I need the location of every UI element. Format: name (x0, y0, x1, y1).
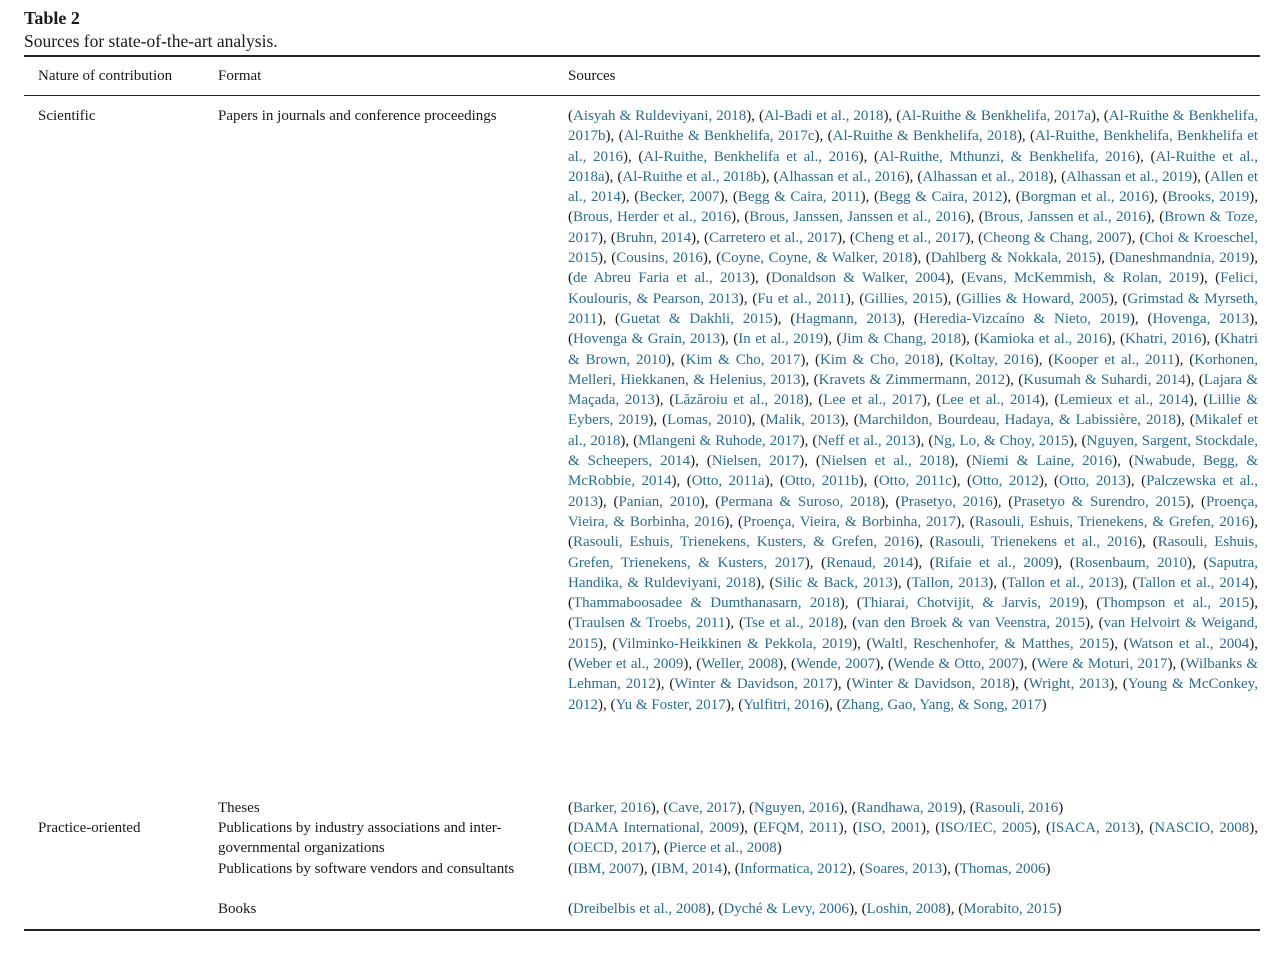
citation-link[interactable]: Jim & Chang, 2018 (841, 331, 962, 348)
citation-link[interactable]: Brooks, 2019 (1167, 189, 1250, 206)
citation-link[interactable]: Al-Ruithe & Benkhelifa, 2017b (568, 108, 1259, 145)
citation-link[interactable]: Brous, Herder et al., 2016 (573, 209, 732, 226)
row-format-theses: Theses (218, 800, 260, 816)
citation-link[interactable]: Dyché & Levy, 2006 (723, 901, 850, 917)
citation-link[interactable]: Carretero et al., 2017 (708, 229, 837, 246)
citation-link[interactable]: In et al., 2019 (738, 331, 824, 348)
citation-link[interactable]: Al-Ruithe, Benkhelifa et al., 2016 (643, 148, 859, 165)
citation-link[interactable]: Brown & Toze, 2017 (568, 209, 1258, 246)
citation-link[interactable]: Watson et al., 2004 (1128, 635, 1250, 652)
citation-link[interactable]: Weber et al., 2009 (573, 656, 684, 673)
citation-link[interactable]: Heredia-Vizcaíno & Nieto, 2019 (918, 310, 1130, 327)
citation-link[interactable]: Rasouli, Eshuis, Trienekens, & Grefen, 2016 (974, 513, 1250, 530)
citation-link[interactable]: Nielsen, 2017 (711, 453, 800, 470)
citation-link[interactable]: Wright, 2013 (1028, 676, 1110, 693)
citation-link[interactable]: Kim & Cho, 2018 (819, 351, 935, 368)
citation-link[interactable]: Proença, Vieira, & Borbinha, 2017 (743, 513, 957, 530)
citation-link[interactable]: DAMA International, 2009 (573, 820, 740, 836)
citation-link[interactable]: Renaud, 2014 (826, 554, 914, 571)
citation-link[interactable]: Al-Ruithe, Mthunzi, & Benkhelifa, 2016 (879, 148, 1136, 165)
citation-link[interactable]: Choi & Kroeschel, 2015 (568, 229, 1259, 267)
citation-link[interactable]: Hovenga, 2013 (1152, 310, 1250, 327)
citation-link[interactable]: Felici, Koulouris, & Pearson, 2013 (568, 270, 1258, 307)
citation-link[interactable]: Gillies & Howard, 2005 (961, 290, 1109, 307)
citation-link[interactable]: Wende & Otto, 2007 (893, 656, 1019, 673)
citation-link[interactable]: Vilminko-Heikkinen & Pekkola, 2019 (617, 635, 853, 652)
citation-link[interactable]: Daneshmandnia, 2019 (1114, 250, 1250, 267)
citation-link[interactable]: Lee et al., 2014 (941, 392, 1040, 409)
citation-link[interactable]: Prasetyo & Surendro, 2015 (1013, 493, 1186, 510)
citation-link[interactable]: Soares, 2013 (864, 861, 943, 877)
citation-link[interactable]: Yulfitri, 2016 (743, 696, 825, 713)
citation-link[interactable]: Rasouli, 2016 (974, 800, 1059, 816)
citation-link[interactable]: Kusumah & Suhardi, 2014 (1023, 371, 1186, 388)
citation-link[interactable]: Wende, 2007 (796, 656, 876, 673)
citation-link[interactable]: IBM, 2007 (573, 861, 639, 877)
citation-link[interactable]: Begg & Caira, 2011 (737, 189, 861, 206)
citation-link[interactable]: Aisyah & Ruldeviyani, 2018 (573, 108, 747, 124)
citation-link[interactable]: Otto, 2012 (971, 473, 1039, 490)
citation-link[interactable]: Tallon et al., 2014 (1137, 574, 1250, 591)
citation-link[interactable]: Lee et al., 2017 (823, 392, 922, 409)
citation-link[interactable]: Nielsen et al., 2018 (820, 453, 950, 470)
table-caption-title: Sources for state-of-the-art analysis. (24, 31, 278, 51)
sources-cell: (Barker, 2016), (Cave, 2017), (Nguyen, 2016), (Randhawa, 2019), (Rasouli, 2016) (568, 800, 1064, 816)
citation-link[interactable]: Bruhn, 2014 (615, 229, 692, 246)
citation-link[interactable]: Waltl, Reschenhofer, & Matthes, 2015 (871, 635, 1110, 652)
citation-link[interactable]: Malik, 2013 (765, 412, 840, 429)
citation-link[interactable]: Cheng et al., 2017 (854, 229, 966, 246)
sources-cell: (IBM, 2007), (IBM, 2014), (Informatica, 2012), (Soares, 2013), (Thomas, 2006) (568, 861, 1051, 877)
citation-link[interactable]: Al-Badi et al., 2018 (763, 108, 884, 124)
citation-link[interactable]: Begg & Caira, 2012 (878, 189, 1003, 206)
citation-link[interactable]: ISACA, 2013 (1050, 820, 1136, 836)
citation-link[interactable]: Gillies, 2015 (864, 290, 943, 307)
citation-link[interactable]: Proença, Vieira, & Borbinha, 2016 (568, 493, 1258, 530)
citation-link[interactable]: Allen et al., 2014 (568, 168, 1259, 206)
citation-link[interactable]: Coyne, Coyne, & Walker, 2018 (721, 250, 913, 267)
citation-link[interactable]: Becker, 2007 (639, 189, 720, 206)
citation-link[interactable]: Silic & Back, 2013 (774, 574, 893, 591)
citation-link[interactable]: Mikalef et al., 2018 (568, 412, 1259, 449)
citation-link[interactable]: Panian, 2010 (618, 493, 700, 510)
citation-link[interactable]: Otto, 2011a (691, 473, 765, 490)
citation-link[interactable]: Nguyen, Sargent, Stockdale, & Scheepers, 2014 (568, 432, 1258, 470)
citation-link[interactable]: Barker, 2016 (573, 800, 651, 816)
citation-link[interactable]: Hagmann, 2013 (795, 310, 897, 327)
citation-link[interactable]: Lomas, 2010 (667, 412, 747, 429)
citation-link[interactable]: Traulsen & Troebs, 2011 (573, 615, 726, 632)
citation-link[interactable]: Otto, 2011c (878, 473, 952, 490)
citation-link[interactable]: Kooper et al., 2011 (1053, 351, 1175, 368)
citation-link[interactable]: Mlangeni & Ruhode, 2017 (638, 432, 800, 449)
citation-link[interactable]: Tallon et al., 2013 (1006, 574, 1119, 591)
citation-link[interactable]: Morabito, 2015 (963, 901, 1057, 917)
citation-link[interactable]: Evans, McKemmish, & Rolan, 2019 (966, 270, 1200, 287)
sources-cell: (Dreibelbis et al., 2008), (Dyché & Levy, 2006), (Loshin, 2008), (Morabito, 2015) (568, 901, 1062, 917)
citation-link[interactable]: Winter & Davidson, 2017 (674, 676, 833, 693)
citation-link[interactable]: Al-Ruithe & Benkhelifa, 2017c (623, 128, 815, 145)
citation-link[interactable]: Yu & Foster, 2017 (615, 696, 726, 713)
citation-link[interactable]: Weller, 2008 (701, 656, 779, 673)
citation-link[interactable]: Loshin, 2008 (866, 901, 946, 917)
citation-link[interactable]: Guetat & Dakhli, 2015 (620, 310, 773, 327)
sources-cell: (Aisyah & Ruldeviyani, 2018), (Al-Badi et al., 2018), (Al-Ruithe & Benkhelifa, 2017a), (Al-Ruithe & Benkhelifa, 2017b), (Al-Ruithe & Benkhelifa, 2017c), (Al-Ruithe & Benkhelifa, 2018), (Al-Ruithe, Benkhelifa, Benkhelifa et al., 2016), (Al-Ruithe, Benkhelifa et al., 2016), (Al-Ruithe, Mthunzi, & Benkhelifa, 2016), (Al-Ruithe et al., 2018a), (Al-Ruithe et al., 2018b), (Alhassan et al., 2016), (Alhassan et al., 2018), (Alhassan et al., 2019), (Allen et al., 2014), (Becker, 2007), (Begg & Caira, 2011), (Begg & Caira, 2012), (Borgman et al., 2016), (Brooks, 2019), (Brous, Herder et al., 2016), (Brous, Janssen, Janssen et al., 2016), (Brous, Janssen et al., 2016), (Brown & Toze, 2017), (Bruhn, 2014), (Carretero et al., 2017), (Cheng et al., 2017), (Cheong & Chang, 2007), (Choi & Kroeschel, 2015), (Cousins, 2016), (Coyne, Coyne, & Walker, 2018), (Dahlberg & Nokkala, 2015), (Daneshmandnia, 2019), (de Abreu Faria et al., 2013), (Donaldson & Walker, 2004), (Evans, McKemmish, & Rolan, 2019), (Felici, Koulouris, & Pearson, 2013), (Fu et al., 2011), (Gillies, 2015), (Gillies & Howard, 2005), (Grimstad & Myrseth, 2011), (Guetat & Dakhli, 2015), (Hagmann, 2013), (Heredia-Vizcaíno & Nieto, 2019), (Hovenga, 2013), (Hovenga & Grain, 2013), (In et al., 2019), (Jim & Chang, 2018), (Kamioka et al., 2016), (Khatri, 2016), (Khatri & Brown, 2010), (Kim & Cho, 2017), (Kim & Cho, 2018), (Koltay, 2016), (Kooper et al., 2011), (Korhonen, Melleri, Hiekkanen, & Helenius, 2013), (Kravets & Zimmermann, 2012), (Kusumah & Suhardi, 2014), (Lajara & Maçada, 2013), (Lăzăroiu et al., 2018), (Lee et al., 2017), (Lee et al., 2014), (Lemieux et al., 2014), (Lillie & Eybers, 2019), (Lomas, 2010), (Malik, 2013), (Marchildon, Bourdeau, Hadaya, & Labissière, 2018), (Mikalef et al., 2018), (Mlangeni & Ruhode, 2017), (Neff et al., 2013), (Ng, Lo, & Choy, 2015), (Nguyen, Sargent, Stockdale, & Scheepers, 2014), (Nielsen, 2017), (Nielsen et al., 2018), (Niemi & Laine, 2016), (Nwabude, Begg, & McRobbie, 2014), (Otto, 2011a), (Otto, 2011b), (Otto, 2011c), (Otto, 2012), (Otto, 2013), (Palczewska et al., 2013), (Panian, 2010), (Permana & Suroso, 2018), (Prasetyo, 2016), (Prasetyo & Surendro, 2015), (Proença, Vieira, & Borbinha, 2016), (Proença, Vieira, & Borbinha, 2017), (Rasouli, Eshuis, Trienekens, & Grefen, 2016), (Rasouli, Eshuis, Trienekens, Kusters, & Grefen, 2016), (Rasouli, Trienekens et al., 2016), (Rasouli, Eshuis, Grefen, Trienekens, & Kusters, 2017), (Renaud, 2014), (Rifaie et al., 2009), (Rosenbaum, 2010), (Saputra, Handika, & Ruldeviyani, 2018), (Silic & Back, 2013), (Tallon, 2013), (Tallon et al., 2013), (Tallon et al., 2014), (Thammaboosadee & Dumthanasarn, 2018), (Thiarai, Chotvijit, & Jarvis, 2019), (Thompson et al., 2015), (Traulsen & Troebs, 2011), (Tse et al., 2018), (van den Broek & van Veenstra, 2015), (van Helvoirt & Weigand, 2015), (Vilminko-Heikkinen & Pekkola, 2019), (Waltl, Reschenhofer, & Matthes, 2015), (Watson et al., 2004), (Weber et al., 2009), (Weller, 2008), (Wende, 2007), (Wende & Otto, 2007), (Were & Moturi, 2017), (Wilbanks & Lehman, 2012), (Winter & Davidson, 2017), (Winter & Davidson, 2018), (Wright, 2013), (Young & McConkey, 2012), (Yu & Foster, 2017), (Yulfitri, 2016), (Zhang, Gao, Yang, & Song, 2017) (568, 108, 1259, 713)
table-header-rule (24, 95, 1260, 96)
citation-link[interactable]: Brous, Janssen, Janssen et al., 2016 (749, 209, 966, 226)
row-format-books: Books (218, 901, 257, 917)
citation-link[interactable]: Palczewska et al., 2013 (568, 473, 1259, 510)
citation-link[interactable]: Rifaie et al., 2009 (934, 554, 1054, 571)
citation-link[interactable]: Permana & Suroso, 2018 (720, 493, 881, 510)
citation-link[interactable]: Prasetyo, 2016 (900, 493, 993, 510)
citation-link[interactable]: Thomas, 2006 (959, 861, 1046, 877)
citation-link[interactable]: van Helvoirt & Weigand, 2015 (568, 615, 1259, 652)
citation-link[interactable]: Hovenga & Grain, 2013 (573, 331, 721, 348)
citation-link[interactable]: Al-Ruithe, Benkhelifa, Benkhelifa et al., 2016 (568, 128, 1259, 165)
citation-link[interactable]: Rasouli, Eshuis, Trienekens, Kusters, & Grefen, 2016 (573, 534, 915, 551)
header-sources: Sources (568, 68, 616, 84)
citation-link[interactable]: Otto, 2011b (784, 473, 859, 490)
citation-link[interactable]: Rasouli, Eshuis, Grefen, Trienekens, & Kusters, 2017 (568, 534, 1258, 571)
citation-link[interactable]: ISO/IEC, 2005 (940, 820, 1032, 836)
citation-link[interactable]: Rosenbaum, 2010 (1074, 554, 1188, 571)
citation-link[interactable]: Cousins, 2016 (616, 250, 703, 267)
table-caption-label: Table 2 (24, 8, 80, 28)
citation-link[interactable]: Marchildon, Bourdeau, Hadaya, & Labissière, 2018 (858, 412, 1177, 429)
citation-link[interactable]: EFQM, 2011 (758, 820, 839, 836)
header-nature: Nature of contribution (38, 68, 173, 84)
citation-link[interactable]: Alhassan et al., 2018 (922, 168, 1049, 185)
citation-link[interactable]: Kim & Cho, 2017 (685, 351, 801, 368)
citation-link[interactable]: Saputra, Handika, & Ruldeviyani, 2018 (568, 554, 1259, 591)
row-format-associations: Publications by industry associations and inter-governmental organizations (218, 820, 502, 857)
citation-link[interactable]: Dahlberg & Nokkala, 2015 (930, 250, 1097, 267)
citation-link[interactable]: Ng, Lo, & Choy, 2015 (933, 432, 1069, 449)
row-nature-practice: Practice-oriented (38, 820, 141, 836)
citation-link[interactable]: Borgman et al., 2016 (1020, 189, 1150, 206)
citation-link[interactable]: de Abreu Faria et al., 2013 (573, 270, 751, 287)
citation-link[interactable]: Kravets & Zimmermann, 2012 (818, 371, 1006, 388)
citation-link[interactable]: IBM, 2014 (656, 861, 723, 877)
row-format-papers: Papers in journals and conference proceedings (218, 108, 497, 124)
citation-link[interactable]: Rasouli, Trienekens et al., 2016 (934, 534, 1138, 551)
citation-link[interactable]: OECD, 2017 (573, 840, 652, 857)
citation-link[interactable]: Al-Ruithe & Benkhelifa, 2017a (901, 108, 1092, 124)
citation-link[interactable]: Tse et al., 2018 (744, 615, 839, 632)
row-format-vendors: Publications by software vendors and consultants (218, 861, 515, 877)
citation-link[interactable]: Winter & Davidson, 2018 (851, 676, 1011, 693)
citation-link[interactable]: Thompson et al., 2015 (1101, 595, 1250, 612)
header-format: Format (218, 68, 262, 84)
citation-link[interactable]: Otto, 2013 (1059, 473, 1126, 490)
citation-link[interactable]: Neff et al., 2013 (817, 432, 916, 449)
table-bottom-rule (24, 929, 1260, 931)
citation-link[interactable]: Thiarai, Chotvijit, & Jarvis, 2019 (861, 595, 1080, 612)
citation-link[interactable]: Wilbanks & Lehman, 2012 (568, 656, 1259, 693)
citation-link[interactable]: Thammaboosadee & Dumthanasarn, 2018 (573, 595, 840, 612)
citation-link[interactable]: NASCIO, 2008 (1154, 820, 1250, 836)
citation-link[interactable]: Lemieux et al., 2014 (1059, 392, 1189, 409)
table-top-rule (24, 55, 1260, 57)
citation-link[interactable]: Were & Moturi, 2017 (1036, 656, 1168, 673)
sources-cell: (DAMA International, 2009), (EFQM, 2011), (ISO, 2001), (ISO/IEC, 2005), (ISACA, 2013), (NASCIO, 2008), (OECD, 2017), (Pierce et al., 2008) (568, 820, 1259, 857)
citation-link[interactable]: Fu et al., 2011 (757, 290, 846, 307)
citation-link[interactable]: Khatri & Brown, 2010 (568, 331, 1259, 368)
citation-link[interactable]: Randhawa, 2019 (856, 800, 958, 816)
citation-link[interactable]: Pierce et al., 2008 (668, 840, 777, 857)
citation-link[interactable]: Lillie & Eybers, 2019 (568, 392, 1259, 429)
citation-link[interactable]: Niemi & Laine, 2016 (971, 453, 1113, 470)
citation-link[interactable]: Koltay, 2016 (954, 351, 1034, 368)
citation-link[interactable]: Brous, Janssen et al., 2016 (983, 209, 1147, 226)
row-nature-scientific: Scientific (38, 108, 96, 124)
citation-link[interactable]: Informatica, 2012 (739, 861, 848, 877)
citation-link[interactable]: Tallon, 2013 (911, 574, 989, 591)
citation-link[interactable]: Lăzăroiu et al., 2018 (674, 392, 804, 409)
citation-link[interactable]: Al-Ruithe et al., 2018b (622, 168, 761, 185)
citation-link[interactable]: Cave, 2017 (668, 800, 737, 816)
citation-link[interactable]: Young & McConkey, 2012 (568, 676, 1258, 713)
citation-link[interactable]: Dreibelbis et al., 2008 (573, 901, 706, 917)
citation-link[interactable]: Korhonen, Melleri, Hiekkanen, & Helenius, 2013 (568, 351, 1258, 388)
citation-link[interactable]: Alhassan et al., 2016 (778, 168, 905, 185)
citation-link[interactable]: Nwabude, Begg, & McRobbie, 2014 (568, 453, 1258, 490)
citation-link[interactable]: Zhang, Gao, Yang, & Song, 2017 (841, 696, 1042, 713)
citation-link[interactable]: Khatri, 2016 (1124, 331, 1202, 348)
citation-link[interactable]: Lajara & Maçada, 2013 (568, 371, 1259, 409)
citation-link[interactable]: ISO, 2001 (857, 820, 922, 836)
citation-link[interactable]: van den Broek & van Veenstra, 2015 (857, 615, 1085, 632)
citation-link[interactable]: Cheong & Chang, 2007 (983, 229, 1127, 246)
citation-link[interactable]: Donaldson & Walker, 2004 (771, 270, 946, 287)
citation-link[interactable]: Nguyen, 2016 (754, 800, 840, 816)
citation-link[interactable]: Grimstad & Myrseth, 2011 (568, 290, 1259, 327)
citation-link[interactable]: Kamioka et al., 2016 (979, 331, 1107, 348)
citation-link[interactable]: Al-Ruithe & Benkhelifa, 2018 (832, 128, 1017, 145)
citation-link[interactable]: Alhassan et al., 2019 (1066, 168, 1193, 185)
citation-link[interactable]: Al-Ruithe et al., 2018a (568, 148, 1258, 185)
